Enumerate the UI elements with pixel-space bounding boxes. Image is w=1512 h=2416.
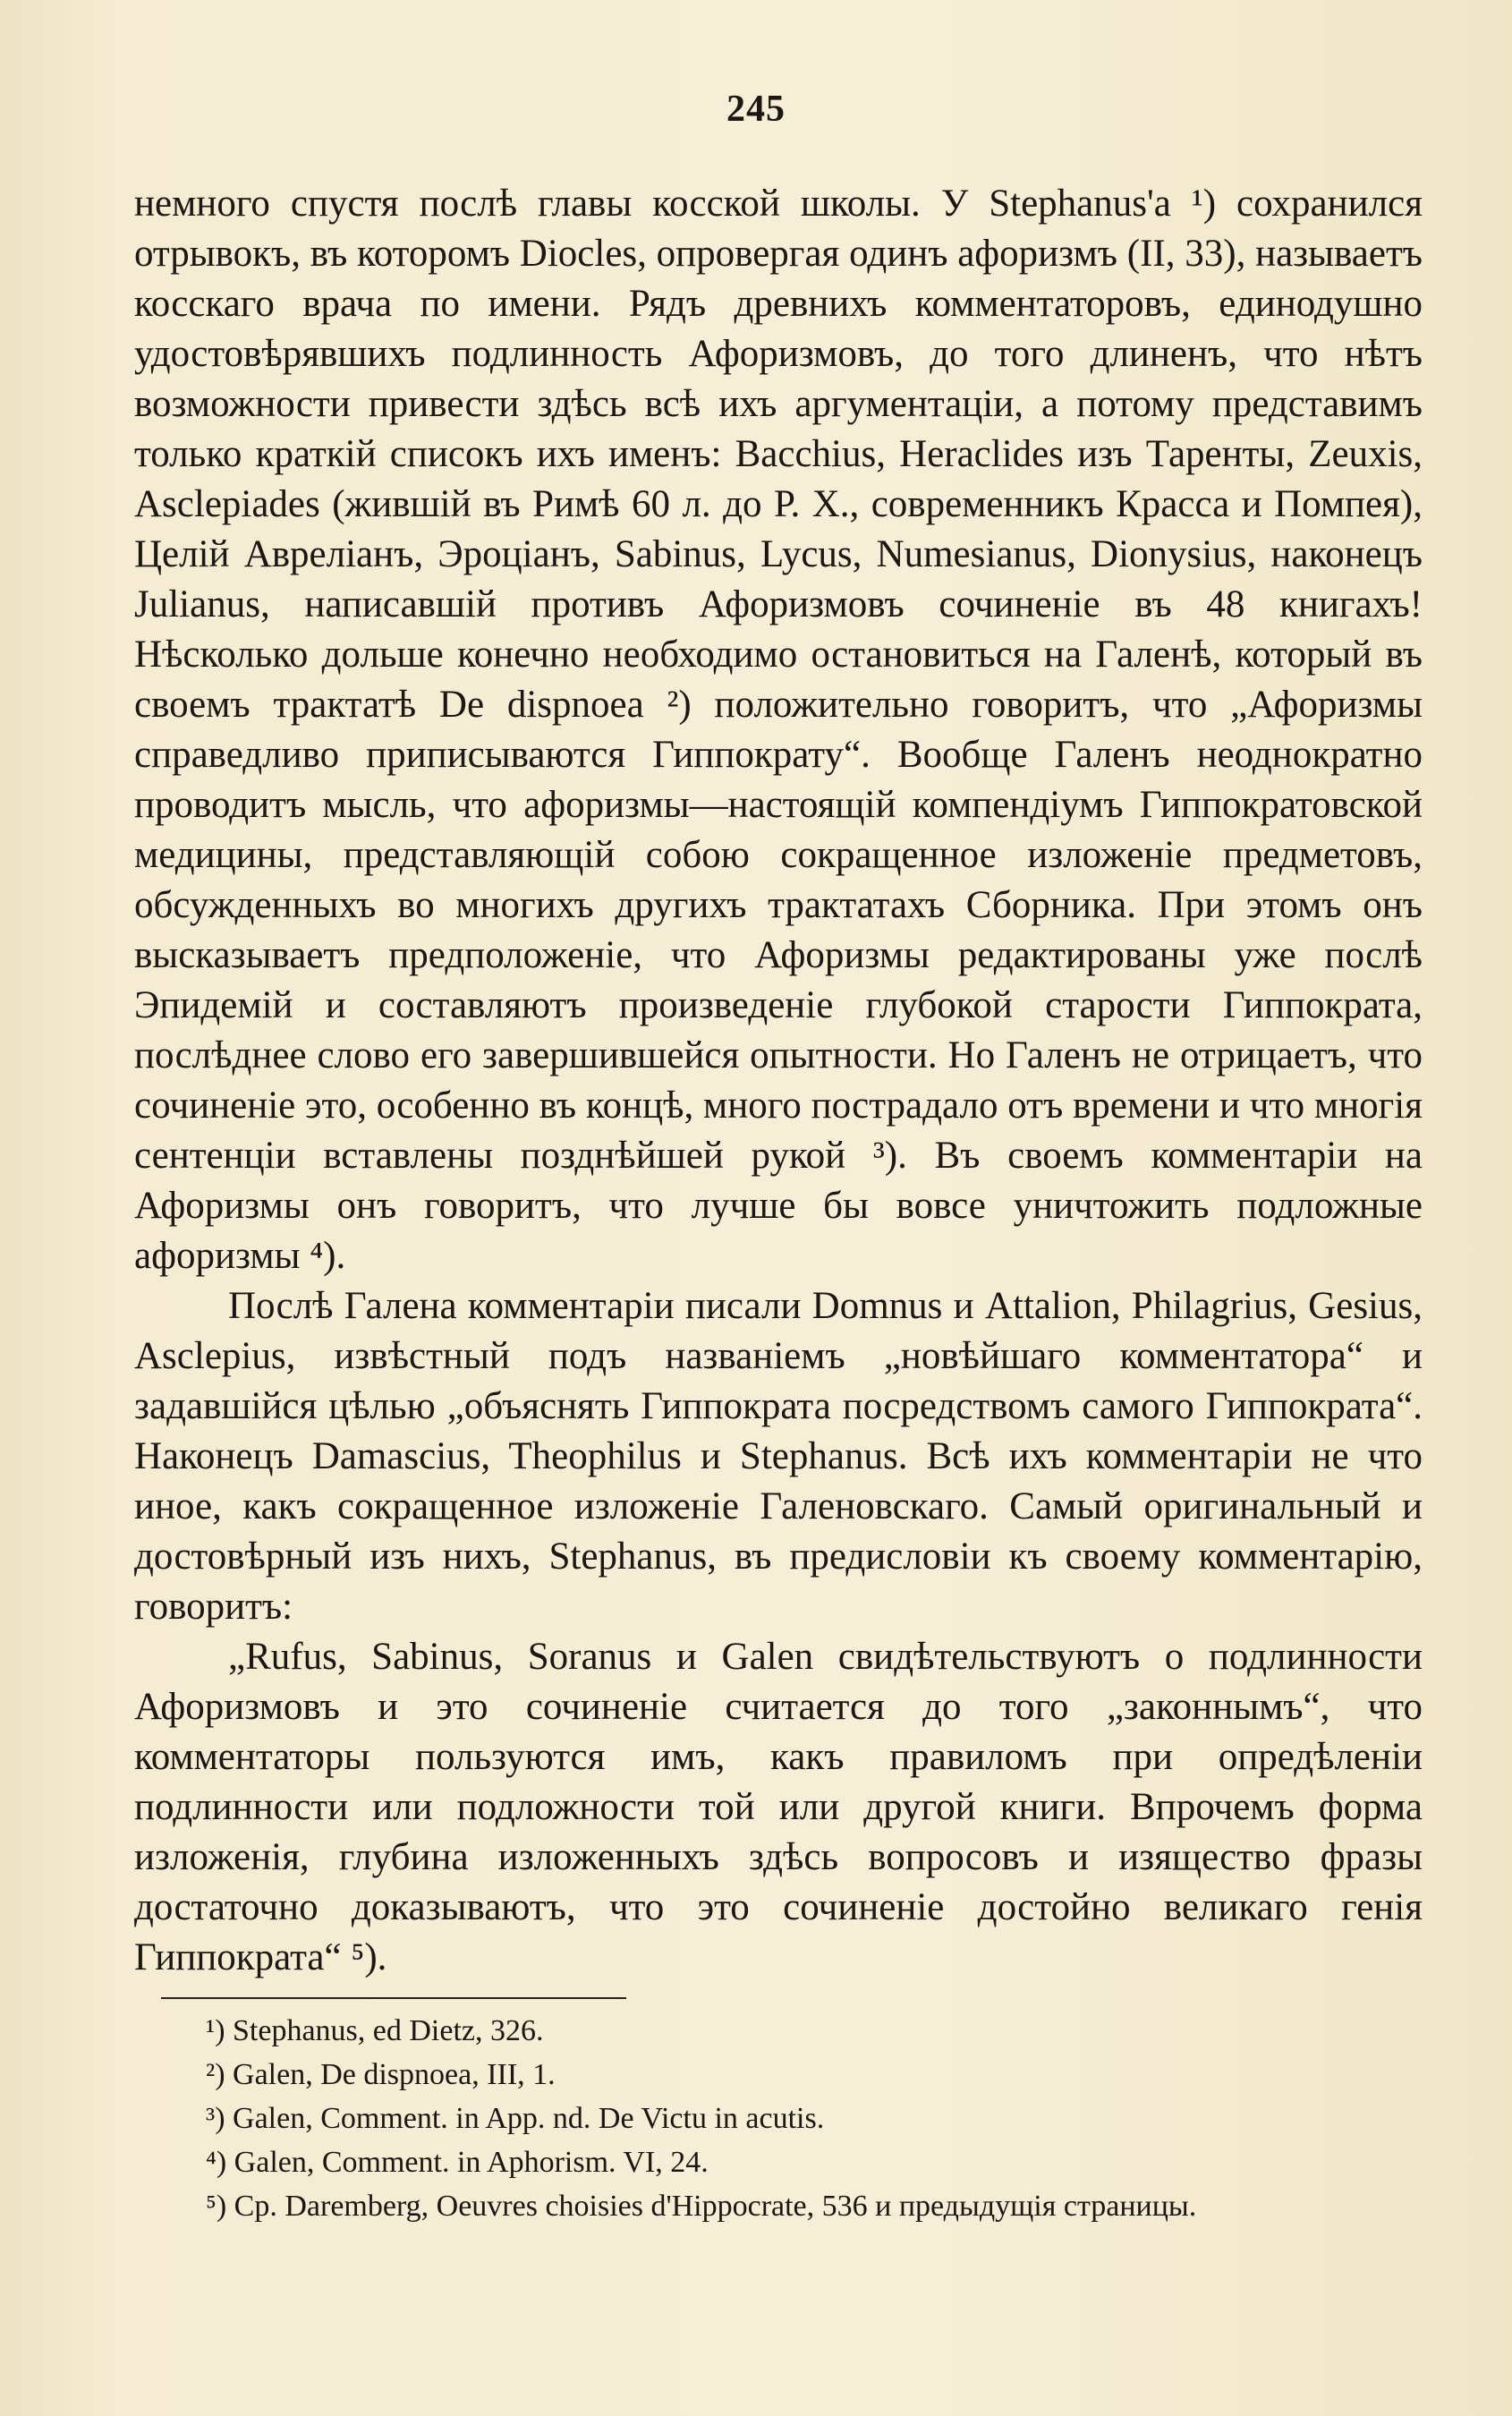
footnote-5: ⁵) Ср. Daremberg, Oeuvres choisies d'Hippocrate, 536 и предыдущія страницы. — [206, 2190, 1197, 2223]
page-number: 245 — [726, 89, 786, 130]
footnote-3: ³) Galen, Comment. in App. nd. De Victu in acutis. — [206, 2102, 825, 2135]
footnote-4: ⁴) Galen, Comment. in Aphorism. VI, 24. — [206, 2146, 709, 2179]
footnote-divider — [161, 1997, 626, 1999]
footnote-1: ¹) Stephanus, ed Dietz, 326. — [206, 2014, 544, 2047]
footnote-2: ²) Galen, De dispnoea, III, 1. — [206, 2058, 556, 2091]
main-text — [134, 179, 1423, 1983]
paragraph-3-quotation: „Rufus, Sabinus, Soranus и Galen свидѣтельствуютъ о подлинности Афоризмовъ и это сочиненіе считается до того „законнымъ“, что комментаторы пользуются имъ, какъ правиломъ при опредѣленіи подлинности или подложности той или другой книги. Впрочемъ форма изложенія, глубина изложенныхъ здѣсь вопросовъ и изящество фразы достаточно доказываютъ, что это сочиненіе достойно великаго генія Гиппократа“ ⁵). — [134, 1636, 1423, 1978]
footnotes — [206, 2009, 1440, 2228]
paragraph-2: Послѣ Галена комментаріи писали Domnus и Attalion, Philagrius, Gesius, Asclepius, извѣстный подъ названіемъ „новѣйшаго комментатора“ и задавшійся цѣлью „объяснять Гиппократа посредствомъ самого Гиппократа“. Наконецъ Damascius, Theophilus и Stephanus. Всѣ ихъ комментаріи не что иное, какъ сокращенное изложеніе Галеновскаго. Самый оригинальный и достовѣрный изъ нихъ, Stephanus, въ предисловіи къ своему комментарію, говоритъ: — [134, 1285, 1423, 1628]
paragraph-1: немного спустя послѣ главы косской школы. У Stephanus'a ¹) сохранился отрывокъ, въ которомъ Diocles, опровергая одинъ афоризмъ (II, 33), называетъ косскаго врача по имени. Рядъ древнихъ комментаторовъ, единодушно удостовѣрявшихъ подлинность Афоризмовъ, до того длиненъ, что нѣтъ возможности привести здѣсь всѣ ихъ аргументаціи, а потому представимъ только краткій списокъ ихъ именъ: Bacchius, Heraclides изъ Таренты, Zeuxis, Asclepiades (жившій въ Римѣ 60 л. до Р. X., современникъ Красса и Помпея), Целій Авреліанъ, Эроціанъ, Sabinus, Lycus, Numesianus, Dionysius, наконецъ Julianus, написавшій противъ Афоризмовъ сочиненіе въ 48 книгахъ! Нѣсколько дольше конечно необходимо остановиться на Галенѣ, который въ своемъ трактатѣ De dispnoea ²) положительно говоритъ, что „Афоризмы справедливо приписываются Гиппократу“. Вообще Галенъ неоднократно проводитъ мысль, что афоризмы—настоящій компендіумъ Гиппократовской медицины, представляющій собою сокращенное изложеніе предметовъ, обсужденныхъ во многихъ другихъ трактатахъ Сборника. При этомъ онъ высказываетъ предположеніе, что Афоризмы редактированы уже послѣ Эпидемій и составляютъ произведеніе глубокой старости Гиппократа, послѣднее слово его завершившейся опытности. Но Галенъ не отрицаетъ, что сочиненіе это, особенно въ концѣ, много пострадало отъ времени и что многія сентенціи вставлены позднѣйшей рукой ³). Въ своемъ комментаріи на Афоризмы онъ говоритъ, что лучше бы вовсе уничтожить подложные афоризмы ⁴). — [134, 183, 1423, 1277]
